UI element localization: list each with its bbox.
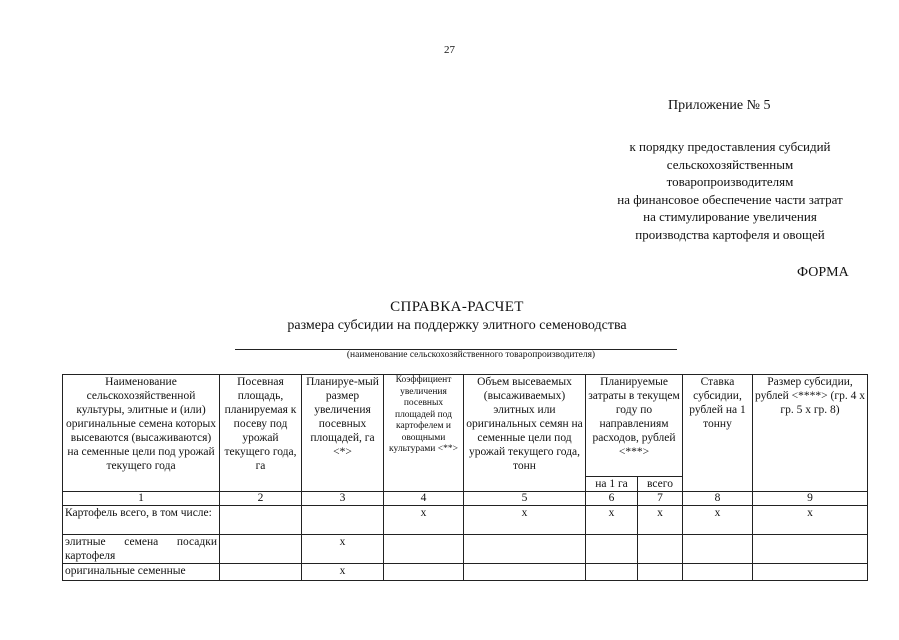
row-cell: x [638, 506, 683, 535]
column-number: 7 [638, 492, 683, 506]
appendix-title: Приложение № 5 [668, 98, 771, 113]
row-cell [220, 564, 302, 581]
table-header-row [63, 375, 868, 477]
row-cell [638, 564, 683, 581]
document-subtitle: размера субсидии на поддержку элитного семеноводства [287, 318, 627, 333]
table-row [63, 564, 868, 581]
page-number: 27 [444, 44, 455, 56]
header-seed-volume: Объем высеваемых (высаживаемых) элитных или оригинальных семян на семенные цели под урожай текущего года, тонн [464, 375, 586, 492]
header-sown-area: Посевная площадь, планируемая к посеву под урожай текущего года, га [220, 375, 302, 492]
appendix-line: к порядку предоставления субсидий [629, 139, 831, 154]
row-cell [586, 564, 638, 581]
subsidy-calculation-table [62, 374, 868, 581]
producer-name-caption: (наименование сельскохозяйственного товаропроизводителя) [346, 350, 596, 360]
header-costs-total: всего [638, 477, 683, 492]
header-planned-costs: Планируемые затраты в текущем году по направлениям расходов, рублей <***> [586, 375, 683, 477]
row-cell [464, 535, 586, 564]
column-number: 5 [464, 492, 586, 506]
row-cell [638, 535, 683, 564]
row-cell: x [683, 506, 753, 535]
row-cell [586, 535, 638, 564]
column-number: 4 [384, 492, 464, 506]
header-increase-coefficient: Коэффициент увеличения посевных площадей под картофелем и овощными культурами <**> [384, 375, 464, 492]
row-crop-name: элитные семена посадки картофеля [63, 535, 220, 564]
column-number: 2 [220, 492, 302, 506]
form-label: ФОРМА [797, 265, 849, 280]
row-cell: x [753, 506, 868, 535]
appendix-line: товаропроизводителям [666, 174, 794, 190]
row-cell [384, 535, 464, 564]
header-subsidy-amount: Размер субсидии, рублей <****> (гр. 4 х гр. 5 х гр. 8) [753, 375, 868, 492]
appendix-line: сельскохозяйственным [666, 156, 794, 172]
row-cell [683, 535, 753, 564]
row-cell [220, 506, 302, 535]
row-cell [220, 535, 302, 564]
row-crop-name: Картофель всего, в том числе: [63, 506, 220, 535]
document-title: СПРАВКА-РАСЧЕТ [390, 299, 524, 315]
appendix-line: на финансовое обеспечение части затрат [617, 191, 843, 207]
table-row [63, 535, 868, 564]
row-cell [302, 506, 384, 535]
table-row [63, 506, 868, 535]
column-number: 1 [63, 492, 220, 506]
column-number: 6 [586, 492, 638, 506]
header-crop-name: Наименование сельскохозяйственной культуры, элитные и (или) оригинальные семена которых высеваются (высаживаются) на семенные цели под урожай текущего года [63, 375, 220, 492]
header-costs-per-ha: на 1 га [586, 477, 638, 492]
row-cell: x [586, 506, 638, 535]
row-cell: x [384, 506, 464, 535]
row-cell [753, 564, 868, 581]
column-number: 9 [753, 492, 868, 506]
row-cell [683, 564, 753, 581]
row-cell: x [302, 535, 384, 564]
row-cell: x [464, 506, 586, 535]
appendix-line: на стимулирование увеличения [643, 209, 817, 225]
appendix-reference [580, 138, 880, 244]
header-subsidy-rate: Ставка субсидии, рублей на 1 тонну [683, 375, 753, 492]
header-area-increase: Планируе-мый размер увеличения посевных площадей, га <*> [302, 375, 384, 492]
row-cell: x [302, 564, 384, 581]
row-cell [384, 564, 464, 581]
row-crop-name: оригинальные семенные [63, 564, 220, 581]
row-cell [753, 535, 868, 564]
appendix-line: производства картофеля и овощей [635, 226, 825, 242]
column-number-row [63, 492, 868, 506]
column-number: 8 [683, 492, 753, 506]
column-number: 3 [302, 492, 384, 506]
row-cell [464, 564, 586, 581]
